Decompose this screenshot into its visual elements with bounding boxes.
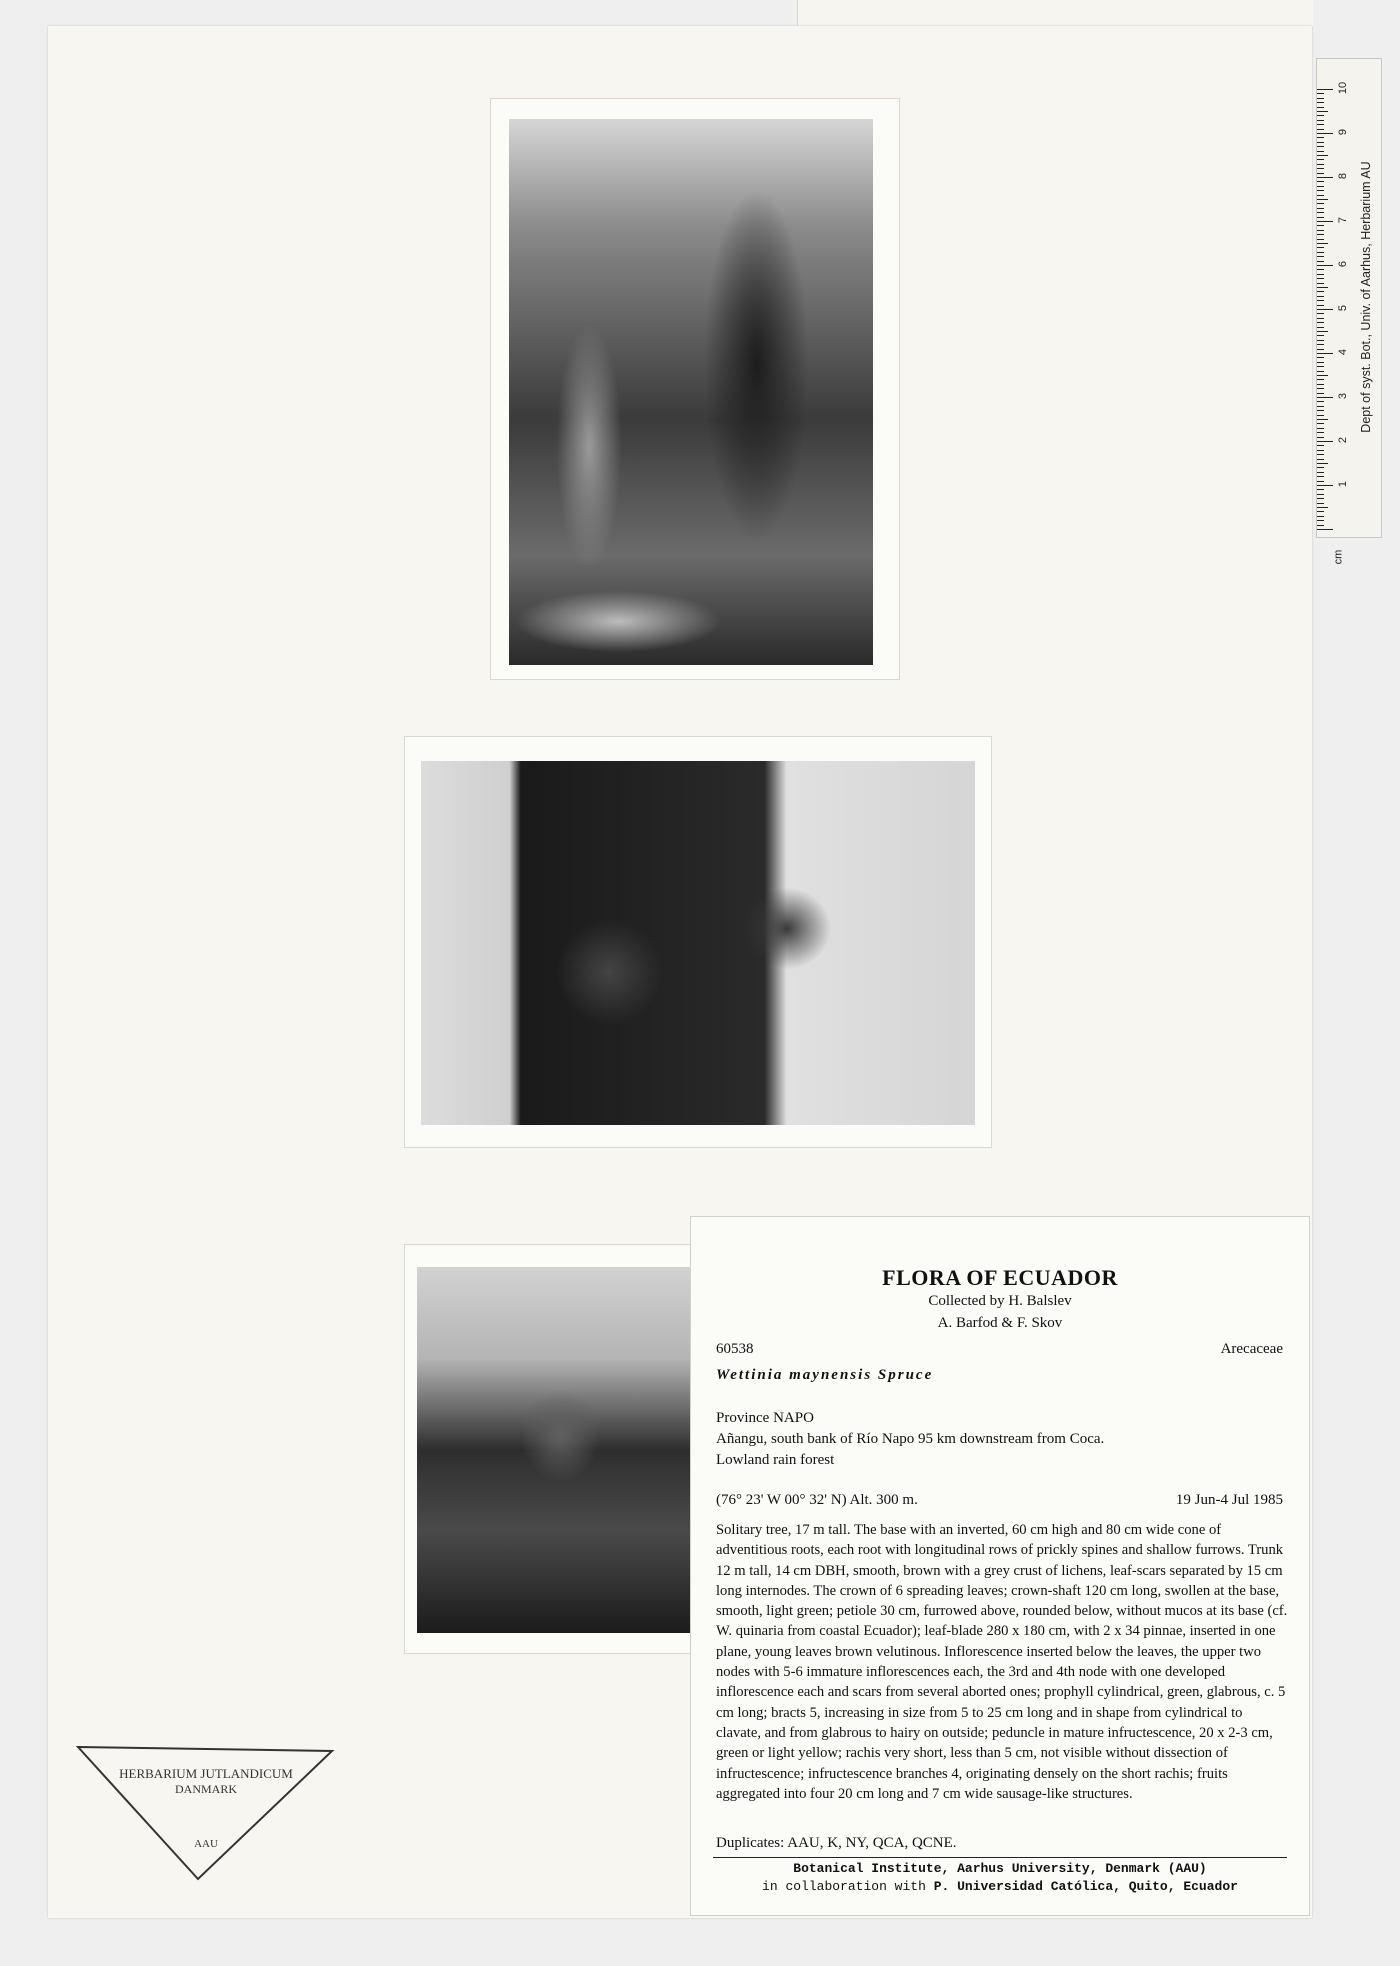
ruler-tick — [1317, 463, 1328, 464]
ruler-tick — [1317, 291, 1324, 292]
ruler-number: 5 — [1337, 304, 1349, 312]
ruler-tick — [1317, 489, 1324, 490]
ruler-tick — [1317, 164, 1324, 165]
ruler-tick — [1317, 142, 1324, 143]
ruler-tick — [1317, 287, 1328, 288]
ruler-tick — [1317, 98, 1324, 99]
ruler-tick — [1317, 111, 1328, 112]
photo-fruit-closeup — [417, 1267, 693, 1633]
label-collaboration-prefix: in collaboration with — [762, 1879, 926, 1894]
ruler-tick — [1317, 173, 1324, 174]
ruler-tick — [1317, 159, 1324, 160]
ruler-tick — [1317, 89, 1333, 90]
ruler-tick — [1317, 129, 1324, 130]
ruler-tick — [1317, 520, 1324, 521]
ruler-tick — [1317, 437, 1324, 438]
ruler-tick — [1317, 137, 1324, 138]
ruler-tick — [1317, 230, 1324, 231]
ruler-tick — [1317, 349, 1324, 350]
ruler-tick — [1317, 529, 1333, 530]
ruler-tick — [1317, 498, 1324, 499]
ruler-tick — [1317, 256, 1324, 257]
ruler-tick — [1317, 331, 1328, 332]
photo-card-palm-tree — [490, 98, 900, 680]
ruler-tick — [1317, 503, 1324, 504]
ruler-number: 10 — [1337, 81, 1349, 95]
ruler-tick — [1317, 388, 1324, 389]
ruler-tick — [1317, 203, 1324, 204]
ruler-unit-label: cm — [1332, 549, 1345, 565]
ruler-tick — [1317, 107, 1324, 108]
ruler-tick — [1317, 155, 1328, 156]
ruler-tick — [1317, 375, 1328, 376]
ruler-tick — [1317, 212, 1324, 213]
label-collection-number: 60538 — [716, 1341, 754, 1357]
stamp-line-2: DANMARK — [174, 1782, 237, 1796]
ruler-tick — [1317, 384, 1324, 385]
ruler-tick — [1317, 309, 1333, 310]
ruler-tick — [1317, 133, 1333, 134]
ruler-tick — [1317, 327, 1324, 328]
ruler-tick — [1317, 476, 1324, 477]
label-habitat: Lowland rain forest — [716, 1452, 835, 1468]
ruler-tick — [1317, 485, 1333, 486]
ruler-tick — [1317, 93, 1324, 94]
ruler-tick — [1317, 151, 1324, 152]
ruler-tick — [1317, 300, 1324, 301]
ruler-tick — [1317, 454, 1324, 455]
label-coordinates: (76° 23' W 00° 32' N) Alt. 300 m. — [716, 1492, 918, 1508]
ruler-tick — [1317, 445, 1324, 446]
ruler-tick — [1317, 195, 1324, 196]
label-duplicates: Duplicates: AAU, K, NY, QCA, QCNE. — [716, 1835, 957, 1851]
ruler-tick — [1317, 115, 1324, 116]
stamp-line-1: HERBARIUM JUTLANDICUM — [119, 1766, 293, 1781]
label-locality: Añangu, south bank of Río Napo 95 km downstream from Coca. — [716, 1431, 1105, 1447]
ruler-tick — [1317, 415, 1324, 416]
ruler-tick — [1317, 335, 1324, 336]
ruler-tick — [1317, 428, 1324, 429]
ruler-tick — [1317, 357, 1324, 358]
label-family: Arecaceae — [1220, 1341, 1283, 1357]
label-collaboration — [691, 1879, 1309, 1894]
ruler-tick — [1317, 379, 1324, 380]
ruler-tick — [1317, 507, 1328, 508]
ruler-tick — [1317, 344, 1324, 345]
ruler-tick — [1317, 247, 1324, 248]
ruler-tick — [1317, 296, 1324, 297]
ruler-number: 8 — [1337, 172, 1349, 180]
ruler-tick — [1317, 217, 1324, 218]
ruler-tick — [1317, 459, 1324, 460]
ruler-tick — [1317, 199, 1328, 200]
photo-card-infructescence — [404, 736, 992, 1148]
ruler-tick — [1317, 362, 1324, 363]
photo-infructescence-held — [421, 761, 975, 1125]
ruler-tick — [1317, 181, 1324, 182]
ruler-tick — [1317, 432, 1324, 433]
label-collectors-extra: A. Barfod & F. Skov — [937, 1315, 1063, 1331]
ruler-tick — [1317, 410, 1324, 411]
photo-palm-tree-with-person — [509, 119, 873, 665]
specimen-label — [690, 1216, 1310, 1916]
top-paper-strip — [797, 0, 1313, 29]
ruler-tick — [1317, 401, 1324, 402]
ruler-tick — [1317, 322, 1324, 323]
ruler-tick — [1317, 225, 1324, 226]
ruler-number: 3 — [1337, 392, 1349, 400]
ruler-tick — [1317, 221, 1333, 222]
ruler-tick — [1317, 186, 1324, 187]
ruler-tick — [1317, 423, 1324, 424]
ruler-institution — [1342, 60, 1382, 540]
ruler-tick — [1317, 234, 1324, 235]
ruler-tick — [1317, 102, 1324, 103]
ruler-tick — [1317, 190, 1324, 191]
ruler-tick — [1317, 208, 1324, 209]
ruler-tick — [1317, 261, 1324, 262]
ruler-tick — [1317, 371, 1324, 372]
ruler-tick — [1317, 313, 1324, 314]
ruler-number: 6 — [1337, 260, 1349, 268]
ruler-tick — [1317, 366, 1324, 367]
label-description: Solitary tree, 17 m tall. The base with an inverted, 60 cm high and 80 cm wide cone of adventitious roots, each root with longitudinal rows of prickly spines and shallow furrows. Trunk 12 m tall, 14 cm DBH, smooth, brown with a grey crust of lichens, leaf-scars separated by 15 cm long internodes. The crown of 6 spreading leaves; crown-shaft 120 cm long, swollen at the base, smooth, light green; petiole 30 cm, furrowed above, rounded below, without mucos at its base (cf. W. quinaria from coastal Ecuador); leaf-blade 280 x 180 cm, with 2 x 34 pinnae, inserted in one plane, young leaves brown velutinous. Inflorescence inserted below the leaves, the upper two nodes with 5-6 immature inflorescences each, the 3rd and 4th node with one developed inflorescence each and scars from several aborted ones; prophyll cylindrical, green, glabrous, c. 5 cm long; bracts 5, increasing in size from 5 to 25 cm long and in shape from cylindrical to clavate, and from glabrous to hairy on outside; peduncle in mature infructescence, 20 x 2-3 cm, green or light yellow; rachis very short, less than 5 cm, not visible without dissection of infructescence; infructescence branches 4, originating densely on the short rachis; fruits aggregated into four 20 cm long and 7 cm wide sausage-like structures. — [716, 1522, 1288, 1802]
ruler-tick — [1317, 318, 1324, 319]
ruler-tick — [1317, 441, 1333, 442]
ruler-tick — [1317, 419, 1328, 420]
photo-card-fruit-closeup — [404, 1244, 704, 1654]
label-title: FLORA OF ECUADOR — [882, 1265, 1118, 1290]
label-divider — [713, 1857, 1287, 1858]
stamp-line-3: AAU — [194, 1838, 218, 1850]
ruler-tick — [1317, 494, 1324, 495]
ruler-tick — [1317, 146, 1324, 147]
ruler-tick — [1317, 467, 1324, 468]
ruler-ticks — [1317, 69, 1337, 529]
ruler-tick — [1317, 450, 1324, 451]
label-date: 19 Jun-4 Jul 1985 — [1175, 1492, 1283, 1508]
ruler-tick — [1317, 265, 1333, 266]
ruler-tick — [1317, 516, 1324, 517]
ruler-tick — [1317, 252, 1324, 253]
ruler-institution-text: Dept of syst. Bot., Univ. of Aarhus, Herbarium AU — [1359, 161, 1373, 433]
ruler-number: 4 — [1337, 348, 1349, 356]
ruler-tick — [1317, 177, 1333, 178]
label-collaboration-name: P. Universidad Católica, Quito, Ecuador — [933, 1879, 1238, 1894]
label-collector: Collected by H. Balslev — [928, 1293, 1072, 1309]
stamp-triangle — [76, 1744, 336, 1884]
label-institution: Botanical Institute, Aarhus University, Denmark (AAU) — [793, 1861, 1207, 1876]
ruler-tick — [1317, 168, 1324, 169]
ruler-number: 2 — [1337, 436, 1349, 444]
ruler-tick — [1317, 511, 1324, 512]
ruler-tick — [1317, 393, 1324, 394]
label-province: Province NAPO — [716, 1410, 814, 1426]
ruler-tick — [1317, 274, 1324, 275]
ruler-tick — [1317, 305, 1324, 306]
ruler-tick — [1317, 481, 1324, 482]
ruler-tick — [1317, 269, 1324, 270]
ruler-number: 1 — [1337, 480, 1349, 488]
ruler-number: 9 — [1337, 128, 1349, 136]
ruler-tick — [1317, 525, 1324, 526]
ruler-tick — [1317, 278, 1324, 279]
ruler-tick — [1317, 283, 1324, 284]
ruler-tick — [1317, 124, 1324, 125]
label-species: Wettinia maynensis Spruce — [716, 1367, 934, 1383]
ruler-tick — [1317, 340, 1324, 341]
ruler-tick — [1317, 243, 1328, 244]
ruler-tick — [1317, 239, 1324, 240]
herbarium-stamp — [76, 1744, 336, 1884]
ruler-number: 7 — [1337, 216, 1349, 224]
ruler-tick — [1317, 120, 1324, 121]
ruler-tick — [1317, 472, 1324, 473]
ruler-tick — [1317, 397, 1333, 398]
ruler-tick — [1317, 353, 1333, 354]
ruler-tick — [1317, 406, 1324, 407]
